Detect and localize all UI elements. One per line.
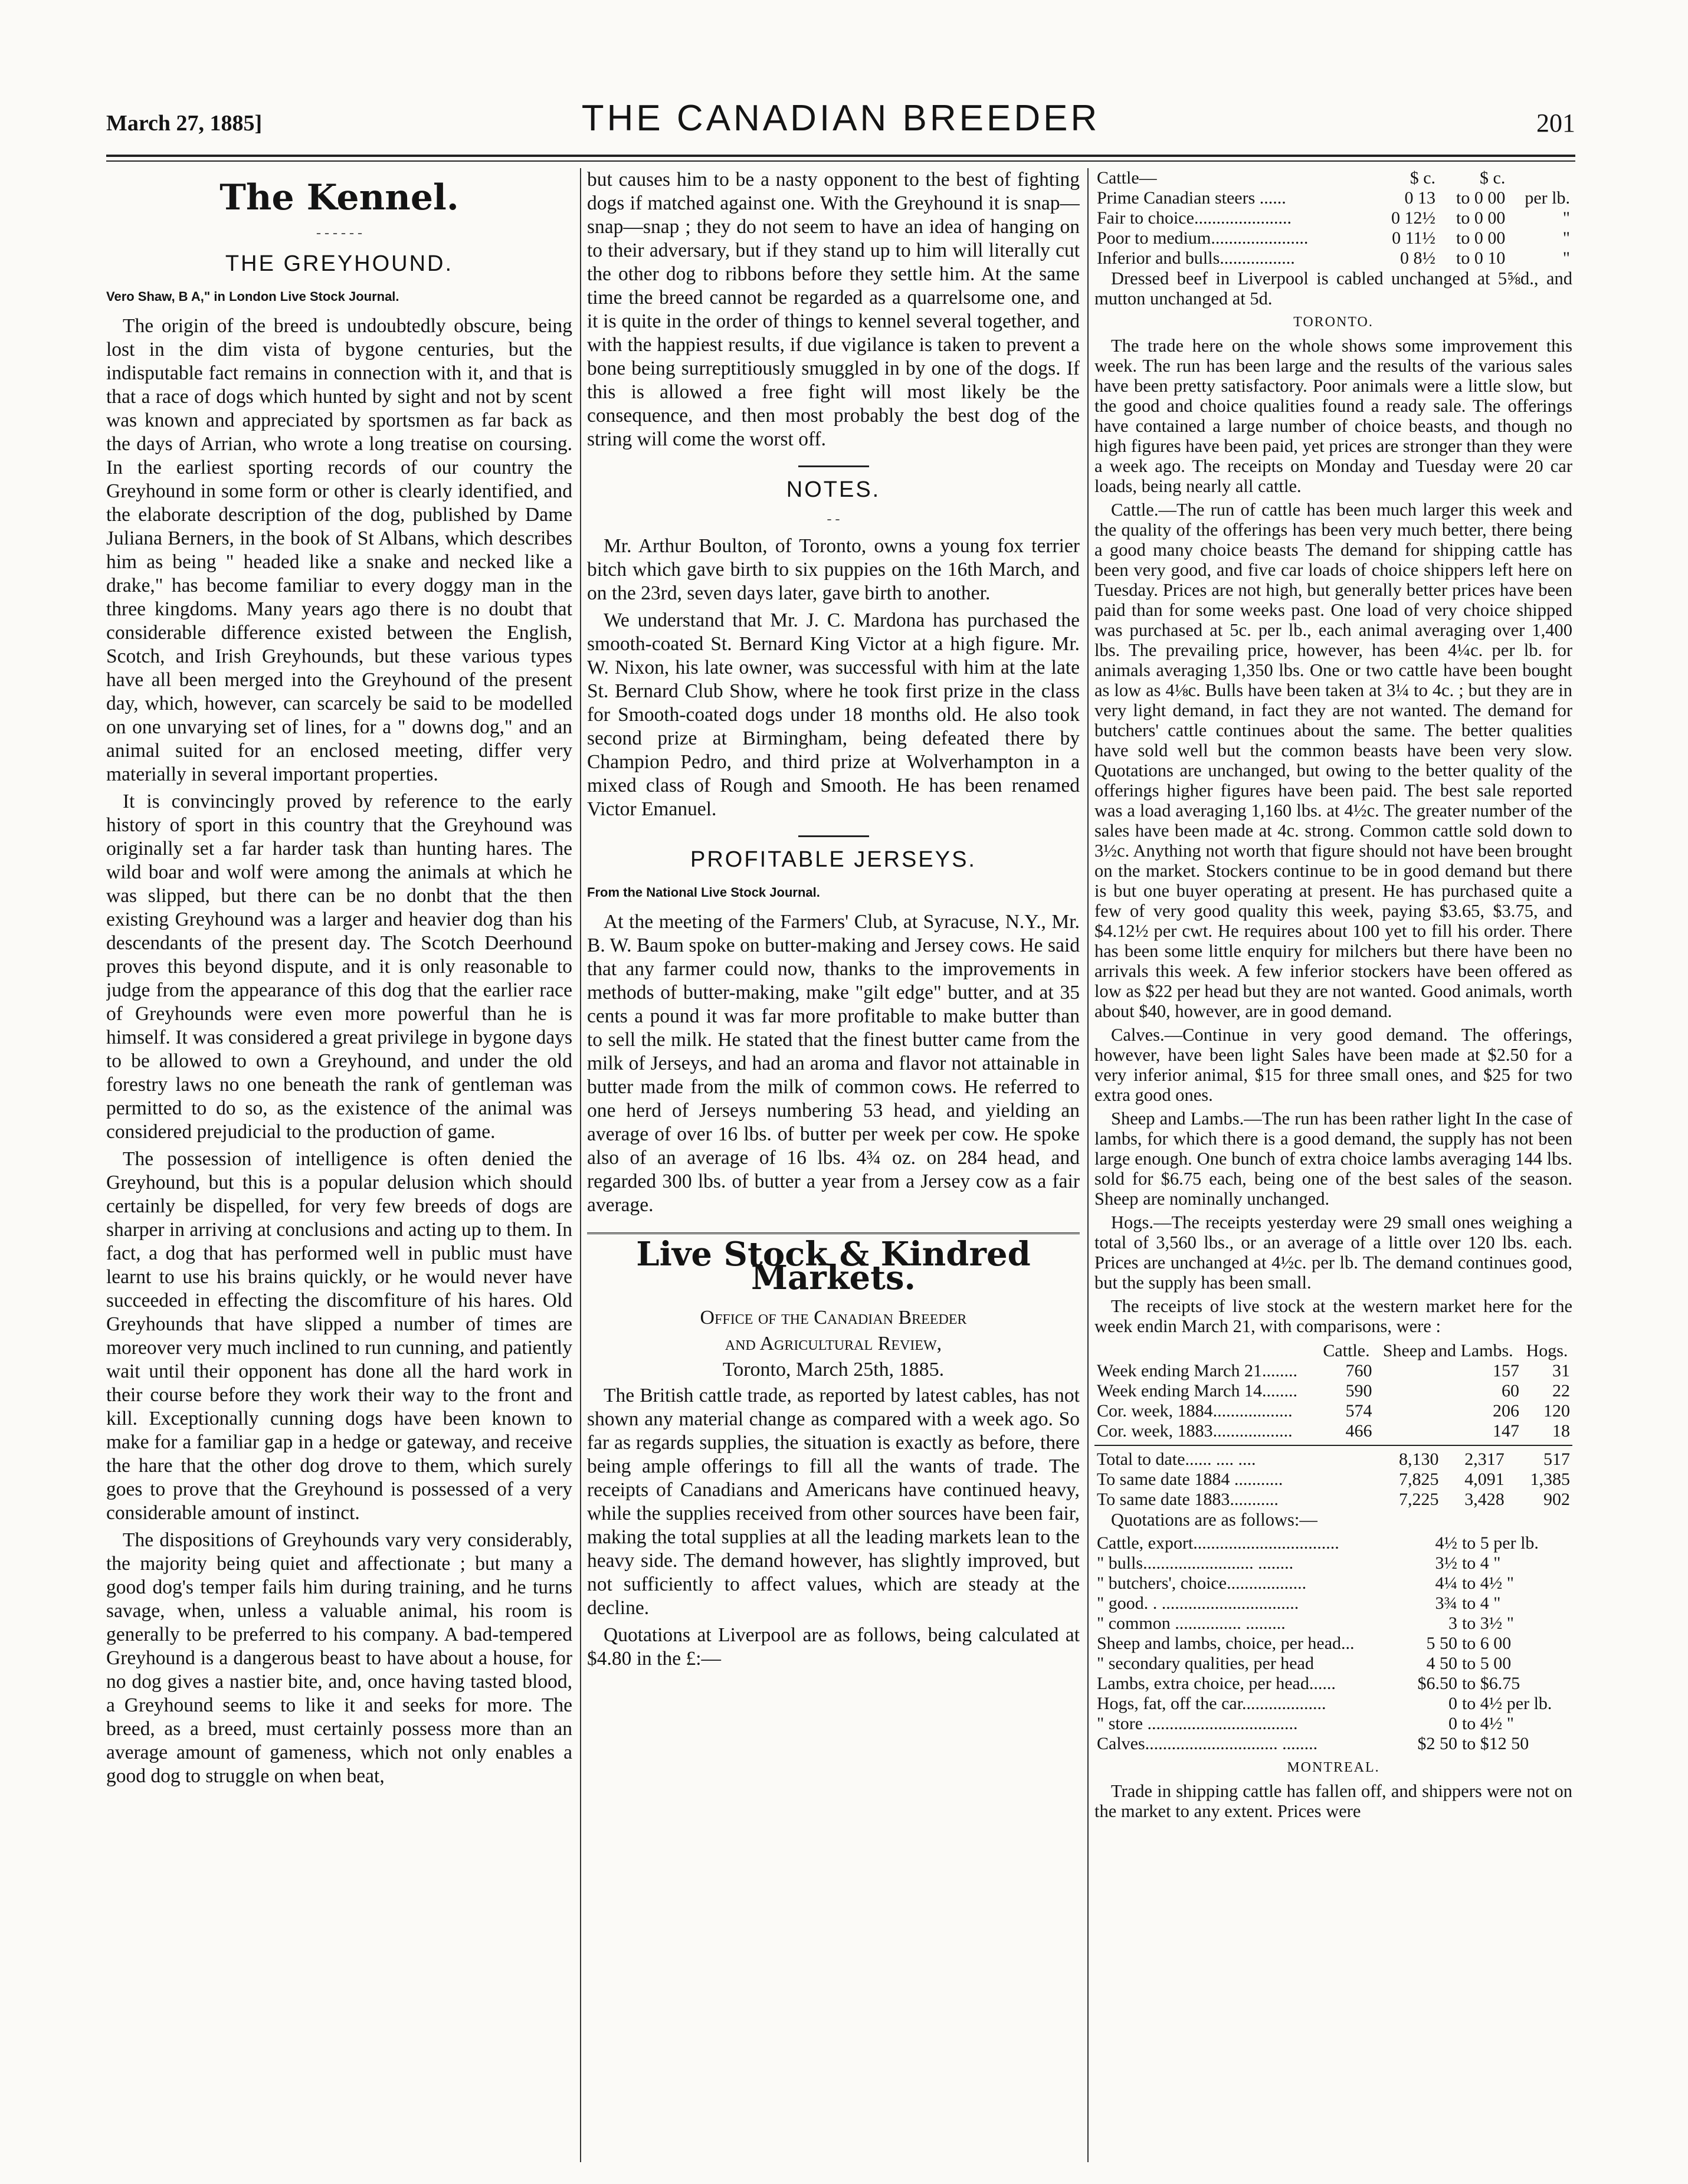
column-1 xyxy=(106,168,572,2162)
table-cell: 0 8½ xyxy=(1400,248,1436,268)
table-row xyxy=(1094,1734,1572,1754)
table-cell: to 3½ " xyxy=(1461,1614,1515,1633)
table-cell: $ c. xyxy=(1480,168,1506,188)
totals-table xyxy=(1094,1450,1572,1510)
section-heading-kennel: The Kennel. xyxy=(219,177,459,218)
table-cell: to 0 10 xyxy=(1456,248,1506,268)
paragraph: At the meeting of the Farmers' Club, at Syracuse, N.Y., Mr. B. W. Baum spoke on butter-making and Jersey cows. He said that any farmer could now, thanks to the improvements in methods of butter-making, make "gilt edge" butter, and at 35 cents a pound it was far more profitable to make butter than to sell the milk. He stated that the finest butter came from the milk of Jerseys, and had an aroma and flavor not attainable in butter made from the milk of common cows. He referred to one herd of Jerseys numbering 53 head, and yielding an average of over 16 lbs. of butter per week per cow. He spoke also of an average of 16 lbs. 4¾ oz. on 284 head, and regarded 300 lbs. of butter a year from a Jersey cow as a fair average. xyxy=(587,911,1080,1216)
table-row xyxy=(1094,208,1572,228)
table-cell: 120 xyxy=(1543,1401,1570,1421)
table-cell: to 4½ " xyxy=(1461,1573,1515,1593)
paragraph: It is convincingly proved by reference to the early history of sport in this country that the Greyhound was originally set a far harder task than hunting hares. The wild boar and wolf were among the animals at which he was slipped, but there can be no donbt that the then existing Greyhound was a larger and heavier dog than his descendants of the present day. The Scotch Deerhound proves this beyond dispute, and it is only reasonable to judge from the appearance of this dog that the earlier race of Greyhounds were even more powerful than he is himself. It was considered a great privilege in bygone days to be allowed to own a Greyhound, and under the old forestry laws no one beneath the rank of gentleman was permitted to do so, as the existence of the animal was considered prejudicial to the production of game. xyxy=(106,791,572,1143)
table-cell: " xyxy=(1562,208,1570,228)
table-cell: 157 xyxy=(1493,1361,1519,1380)
column-3 xyxy=(1094,168,1572,2162)
paragraph: Dressed beef in Liverpool is cabled unchanged at 5⅝d., and mutton unchanged at 5d. xyxy=(1094,268,1572,309)
paragraph: Mr. Arthur Boulton, of Toronto, owns a young fox terrier bitch which gave birth to six puppies on the 16th March, and on the 23rd, seven days later, gave birth to another. xyxy=(587,535,1080,604)
table-header: Hogs. xyxy=(1526,1341,1568,1360)
paragraph: Sheep and Lambs.—The run has been rather light In the case of lambs, for which there is a good demand, the supply has not been large enough. One bunch of extra choice lambs averaging 144 lbs. sold for $6.75 each, being one of the best sales of the season. Sheep are nominally unchanged. xyxy=(1094,1109,1572,1209)
table-cell: Total to date...... .... .... xyxy=(1097,1450,1256,1469)
table-row xyxy=(1094,1470,1572,1490)
table-cell: " store .................................. xyxy=(1097,1714,1298,1733)
table-row xyxy=(1094,1593,1572,1614)
table-row xyxy=(1094,1381,1572,1401)
table-cell xyxy=(1507,168,1572,188)
table-cell: 2,317 xyxy=(1464,1450,1505,1469)
table-cell: " xyxy=(1562,248,1570,268)
table-header xyxy=(1094,1341,1318,1361)
paragraph: The receipts of live stock at the western market here for the week endin March 21, with comparisons, were : xyxy=(1094,1296,1572,1336)
montreal-heading: MONTREAL. xyxy=(1287,1760,1380,1775)
ornament-dash: - - - - - - xyxy=(316,225,362,241)
table-row xyxy=(1094,1533,1572,1553)
article-title-greyhound: THE GREYHOUND. xyxy=(225,251,454,276)
table-cell: " secondary qualities, per head xyxy=(1097,1654,1314,1673)
table-cell: to 4½ per lb. xyxy=(1461,1694,1552,1713)
table-cell: 590 xyxy=(1345,1381,1372,1401)
table-cell: Cattle— xyxy=(1097,168,1157,188)
table-cell: to 5 per lb. xyxy=(1461,1533,1539,1553)
toronto-heading: TORONTO. xyxy=(1293,314,1374,330)
table-cell: 3,428 xyxy=(1464,1490,1505,1509)
paragraph: The trade here on the whole shows some improvement this week. The run has been large and the results of the various sales have been pretty satisfactory. Poor animals were a little slow, but the good and choice qualities found a ready sale. The offerings have contained a large number of choice beasts, and though no high figures have been paid, yet prices are stronger than they were a week ago. The receipts on Monday and Tuesday were 20 car loads, being nearly all cattle. xyxy=(1094,336,1572,496)
table-cell: 206 xyxy=(1493,1401,1519,1421)
table-cell: to 4½ " xyxy=(1461,1714,1515,1733)
column-2 xyxy=(587,168,1080,2162)
table-cell: 902 xyxy=(1543,1490,1570,1509)
table-header: Sheep and Lambs. xyxy=(1382,1341,1513,1360)
paragraph: Cattle.—The run of cattle has been much larger this week and the quality of the offerings has been very much better, there being a good many choice beasts The demand for shipping cattle has been very good, and five car loads of choice shippers left here on Tuesday. Prices are not high, but generally better prices have been paid than for some weeks past. One load of very choice shipped was purchased at 5c. per lb., each animal averaging over 1,400 lbs. The prevailing price, however, has been 4¼c. per lb. for animals averaging 1,350 lbs. One or two cattle have been bought as low as 4⅛c. Bulls have been taken at 3¼ to 4c. ; but they are in very light demand, in fact they are not wanted. The demand for butchers' cattle continues about the same. The better qualities have sold well but the common beasts have been very slow. Quotations are unchanged, but owing to the better quality of the offerings higher figures have been paid. The best sale reported was a load averaging 1,160 lbs. at 4½c. The greater number of the sales have been made at 4c. strong. Common cattle sold down to 3½c. Anything not worth that figure should not have been brought on the market. Stockers continue to be in good demand but there is but one buyer operating at present. He has purchased quite a few of very good quality this week, paying $3.65, $3.75, and $4.12½ per cwt. He requires about 100 yet to fill his order. There has been some little enquiry for milchers but there have been no arrivals this week. A few inferior stockers have been offered as low as $22 per head but they are not wanted. Good animals, worth about $40, however, are in good demand. xyxy=(1094,500,1572,1021)
table-cell: $2 50 xyxy=(1417,1734,1457,1753)
table-cell: Week ending March 14........ xyxy=(1097,1381,1297,1401)
table-cell: to 5 00 xyxy=(1461,1654,1512,1673)
table-cell: Prime Canadian steers ...... xyxy=(1097,188,1286,208)
quotations-intro: Quotations are as follows:— xyxy=(1111,1510,1317,1530)
table-cell: 466 xyxy=(1345,1421,1372,1441)
table-cell: to 0 00 xyxy=(1456,208,1506,228)
table-cell: 147 xyxy=(1493,1421,1519,1441)
table-cell: to 0 00 xyxy=(1456,228,1506,248)
table-cell: " common ............... ......... xyxy=(1097,1614,1286,1633)
table-cell: " butchers', choice.................. xyxy=(1097,1573,1307,1593)
table-cell: to $6.75 xyxy=(1461,1674,1520,1693)
markets-heading: Live Stock & Kindred Markets. xyxy=(587,1232,1080,1290)
table-row xyxy=(1094,1694,1572,1714)
table-cell: 60 xyxy=(1502,1381,1519,1401)
table-cell: 7,225 xyxy=(1399,1490,1439,1509)
table-header: Cattle. xyxy=(1323,1341,1370,1360)
table-cell: 0 13 xyxy=(1404,188,1436,208)
paragraph: The possession of intelligence is often denied the Greyhound, but this is a popular delusion which should certainly be dispelled, for very few breeds of dogs are sharper in arriving at conclusions and acting up to them. In fact, a dog that has performed well in public must have learnt to use his brains quickly, or he would never have succeeded in effecting the discomfiture of his hares. Old Greyhounds that have slipped a number of times are moreover very much inclined to run cunning, and patiently wait until their opponent has done all the hard work in their course before they work their way to the front and kill. Exceptionally cunning dogs have been known to make for a familiar gap in a hedge or gateway, and receive the hare that the other dog drove to them, which surely goes to prove that the Greyhound is possessed of a very considerable amount of instinct. xyxy=(106,1148,572,1524)
ornament-dash: - - xyxy=(827,511,840,527)
notes-title: NOTES. xyxy=(786,477,881,502)
page-number: 201 xyxy=(1536,109,1575,137)
column-divider xyxy=(580,168,581,2162)
table-cell: 3¾ xyxy=(1435,1593,1457,1613)
liverpool-quotes-table xyxy=(1094,168,1572,268)
receipts-table xyxy=(1094,1341,1572,1441)
table-cell: 8,130 xyxy=(1399,1450,1439,1469)
table-cell: 1,385 xyxy=(1530,1470,1570,1489)
table-cell: $ c. xyxy=(1410,168,1436,188)
table-row xyxy=(1094,1714,1572,1734)
office-line: Office of the Canadian Breeder xyxy=(700,1307,967,1329)
table-row xyxy=(1094,1401,1572,1421)
masthead-rule-thin xyxy=(106,160,1575,162)
article-source: Vero Shaw, B A," in London Live Stock Journal. xyxy=(106,289,399,304)
table-cell: Sheep and lambs, choice, per head... xyxy=(1097,1634,1355,1653)
table-cell: 31 xyxy=(1552,1361,1570,1380)
table-cell: to 4 " xyxy=(1461,1593,1501,1613)
article-source: From the National Live Stock Journal. xyxy=(587,885,820,900)
office-line: and Agricultural Review, xyxy=(725,1333,942,1355)
table-cell: Inferior and bulls................. xyxy=(1097,248,1295,268)
paragraph: Calves.—Continue in very good demand. The offerings, however, have been light Sales have been made at $2.50 for a very inferior animal, $15 for three small ones, and $25 for two extra good ones. xyxy=(1094,1025,1572,1105)
issue-date: March 27, 1885] xyxy=(106,111,263,136)
paragraph: Hogs.—The receipts yesterday were 29 small ones weighing a total of 3,560 lbs., or an average of a little over 120 lbs. each. Prices are unchanged at 4½c. per lb. The demand continues good, but the supply has been small. xyxy=(1094,1212,1572,1293)
table-row xyxy=(1094,1573,1572,1593)
table-cell: " good. . ............................... xyxy=(1097,1593,1299,1613)
table-cell: 517 xyxy=(1543,1450,1570,1469)
column-divider xyxy=(1087,168,1089,2162)
table-cell: Lambs, extra choice, per head...... xyxy=(1097,1674,1336,1693)
paragraph: Quotations at Liverpool are as follows, being calculated at $4.80 in the £:— xyxy=(587,1624,1080,1670)
table-cell: 18 xyxy=(1552,1421,1570,1441)
paragraph: The origin of the breed is undoubtedly obscure, being lost in the dim vista of bygone centuries, but the indisputable fact remains in connection with it, and that is that a race of dogs which hunted by sight and not by scent was known and appreciated by sportsmen as far back as the days of Arrian, who wrote a long treatise on coursing. In the earliest sporting records of our country the Greyhound in some form or other is clearly identified, and the elaborate description of the dog, published by Dame Juliana Berners, in the book of St Albans, which describes him as being " headed like a snake and necked like a drake," has become familiar to every doggy man in the three kingdoms. Many years ago there is no doubt that considerable difference existed between the English, Scotch, and Irish Greyhounds, but these various types have all been merged into the Greyhound of the present day, which, however, can scarcely be said to be modelled on one unvarying set of lines, for a " downs dog," and an animal suited for an enclosed meeting, differ very materially in several important properties. xyxy=(106,315,572,785)
table-cell: 0 12½ xyxy=(1391,208,1436,228)
table-cell: 0 11½ xyxy=(1392,228,1436,248)
table-row xyxy=(1094,248,1572,268)
table-cell: 0 xyxy=(1448,1714,1457,1733)
table-cell: Week ending March 21........ xyxy=(1097,1361,1297,1380)
table-cell: 4,091 xyxy=(1464,1470,1505,1489)
table-row xyxy=(1094,1614,1572,1634)
table-cell: To same date 1884 ........... xyxy=(1097,1470,1283,1489)
table-cell: 22 xyxy=(1552,1381,1570,1401)
table-cell: Fair to choice...................... xyxy=(1097,208,1292,228)
table-cell: $6.50 xyxy=(1417,1674,1457,1693)
table-cell: Cor. week, 1883.................. xyxy=(1097,1421,1293,1441)
table-cell: to 6 00 xyxy=(1461,1634,1512,1653)
paragraph: Trade in shipping cattle has fallen off, and shippers were not on the market to any extent. Prices were xyxy=(1094,1781,1572,1821)
table-cell: Hogs, fat, off the car................... xyxy=(1097,1694,1326,1713)
table-cell: to 4 " xyxy=(1461,1553,1501,1573)
table-cell: 574 xyxy=(1345,1401,1372,1421)
table-cell: Poor to medium...................... xyxy=(1097,228,1309,248)
table-row xyxy=(1094,1674,1572,1694)
paragraph: but causes him to be a nasty opponent to the best of fighting dogs if matched against one. With the Greyhound it is snap—snap—snap ; they do not seem to have an idea of hanging on to their adversary, but if they stand up to him will literally cut the other dog to ribbons before they settle him. At the same time the breed cannot be regarded as a quarrelsome one, and it is quite in the order of things to kennel several together, and with the happiest results, if due vigilance is taken to prevent a bone being surreptitiously smuggled in by one of the dogs. If this is allowed a free fight will most likely be the consequence, and then most probably the best dog of the string will come the worst off. xyxy=(587,169,1080,450)
table-row xyxy=(1094,1421,1572,1441)
toronto-quotations-table xyxy=(1094,1533,1572,1754)
table-cell: 5 50 xyxy=(1426,1634,1457,1653)
table-cell: 0 xyxy=(1448,1694,1457,1713)
table-row xyxy=(1094,1490,1572,1510)
table-row xyxy=(1094,188,1572,208)
table-row xyxy=(1094,228,1572,248)
table-cell: to $12 50 xyxy=(1461,1734,1529,1753)
table-cell: 760 xyxy=(1345,1361,1372,1380)
table-row xyxy=(1094,1361,1572,1381)
table-cell: Cattle, export................................. xyxy=(1097,1533,1339,1553)
table-row xyxy=(1094,168,1572,188)
masthead xyxy=(106,97,1575,150)
table-cell: 4¼ xyxy=(1435,1573,1457,1593)
table-cell: 3½ xyxy=(1435,1553,1457,1573)
table-rule xyxy=(1094,1445,1572,1446)
table-cell: 7,825 xyxy=(1399,1470,1439,1489)
table-cell: " bulls......................... ........ xyxy=(1097,1553,1294,1573)
table-row xyxy=(1094,1553,1572,1573)
office-line: Toronto, March 25th, 1885. xyxy=(722,1359,945,1380)
table-cell: to 0 00 xyxy=(1456,188,1506,208)
table-row xyxy=(1094,1450,1572,1470)
newspaper-title: THE CANADIAN BREEDER xyxy=(581,98,1100,139)
paragraph: The British cattle trade, as reported by latest cables, has not shown any material change as compared with a week ago. So far as regards supplies, the situation is exactly as before, there being ample offerings to fill all the wants of trade. The receipts of Canadians and Americans have continued heavy, while the supplies received from other sources have been fair, making the total supplies at all the leading markets lean to the heavy side. The demand however, has slightly improved, but not sufficiently to affect values, which are steady at the decline. xyxy=(587,1385,1080,1619)
table-cell: Calves.............................. ........ xyxy=(1097,1734,1318,1753)
table-cell: To same date 1883........... xyxy=(1097,1490,1279,1509)
jerseys-title: PROFITABLE JERSEYS. xyxy=(690,847,976,872)
table-cell: per lb. xyxy=(1525,188,1570,208)
table-row xyxy=(1094,1654,1572,1674)
paragraph: We understand that Mr. J. C. Mardona has purchased the smooth-coated St. Bernard King Victor at a high figure. Mr. W. Nixon, his late owner, was successful with him at the late St. Bernard Club Show, where he took first prize in the class for Smooth-coated dogs under 18 months old. He also took second prize at Birmingham, being defeated there by Champion Pedro, and third prize at Wolverhampton in a mixed class of Rough and Smooth. He has been renamed Victor Emanuel. xyxy=(587,609,1080,820)
table-cell: Cor. week, 1884.................. xyxy=(1097,1401,1293,1421)
table-cell: " xyxy=(1562,228,1570,248)
table-row xyxy=(1094,1634,1572,1654)
table-cell: 4 50 xyxy=(1426,1654,1457,1673)
paragraph: The dispositions of Greyhounds vary very considerably, the majority being quiet and affectionate ; but many a good dog's temper fails him during training, and he turns savage, when, unless a valuable animal, his room is generally to be preferred to his company. A bad-tempered Greyhound is a dangerous beast to have about a house, for no dog gives a nastier bite, and, once having tasted blood, a Greyhound seems to like it and seeks for more. The breed, as a breed, must certainly possess more than an average amount of gameness, which not only enables a good dog to struggle on when beat, xyxy=(106,1529,572,1787)
separator-rule xyxy=(798,465,869,467)
masthead-rule xyxy=(106,155,1575,157)
table-cell: 3 xyxy=(1448,1614,1457,1633)
table-cell: 4½ xyxy=(1435,1533,1457,1553)
separator-rule xyxy=(798,835,869,837)
